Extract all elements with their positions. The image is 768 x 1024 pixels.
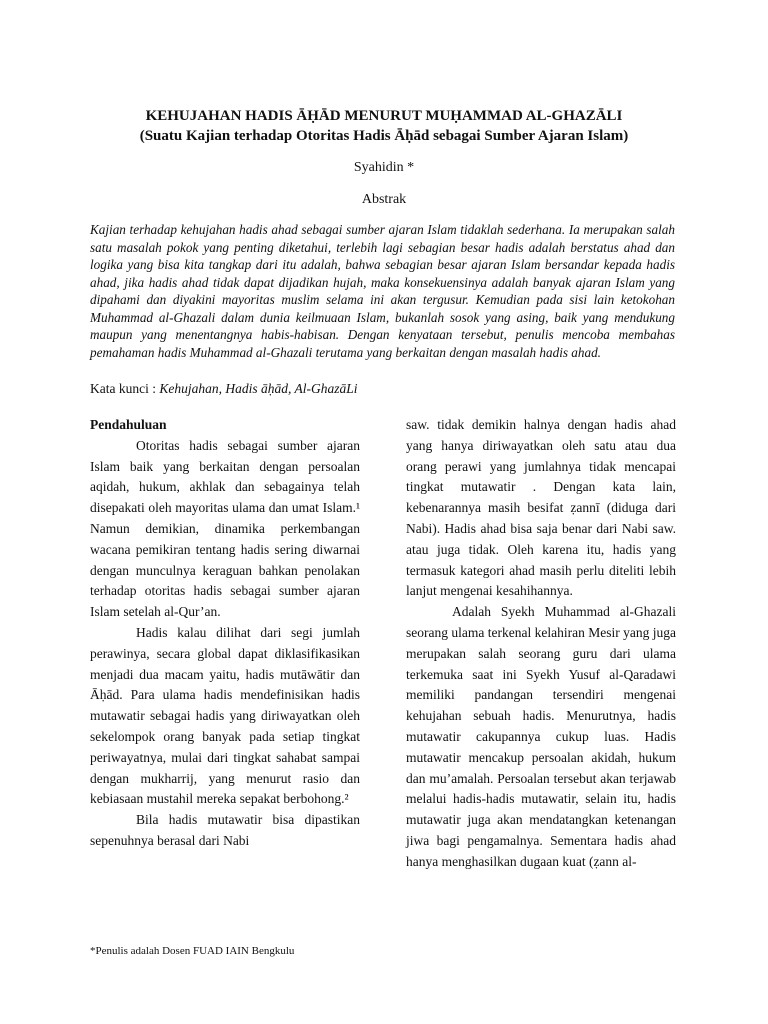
author-name: Syahidin * xyxy=(353,160,415,175)
keywords-label: Kata kunci : xyxy=(90,381,160,396)
abstract-heading: Abstrak xyxy=(361,192,407,207)
body-paragraph: Bila hadis mutawatir bisa dipastikan sepenuhnya berasal dari Nabi xyxy=(90,812,360,848)
title-line-2: (Suatu Kajian terhadap Otoritas Hadis Āḥād sebagai Sumber Ajaran Islam) xyxy=(139,128,629,144)
right-column xyxy=(406,415,676,873)
body-paragraph: Hadis kalau dilihat dari segi jumlah perawinya, secara global dapat diklasifikasikan menjadi dua macam yaitu, hadis mutāwātir dan Āḥād. Para ulama hadis mendefinisikan hadis mutawatir sebagai hadis yang diriwayatkan oleh sekelompok orang banyak pada setiap tingkat periwayatnya, mulai dari tingkat sahabat sampai dengan mukharrij, yang menurut rasio dan kebiasaan mustahil mereka sepakat berbohong.² xyxy=(90,624,360,807)
body-paragraph: Adalah Syekh Muhammad al-Ghazali seorang ulama terkenal kelahiran Mesir yang juga merupakan salah seorang guru dari ulama terkemuka saat ini Syekh Yusuf al-Qaradawi memiliki pandangan tersendiri mengenai kehujahan sebuah hadis. Menurutnya, hadis mutawatir cakupannya cukup luas. Hadis mutawatir mencakup persoalan akidah, hukum dan mu’amalah. Persoalan tersebut akan terjawab melalui hadis-hadis mutawatir, selain itu, hadis mutawatir juga akan mendatangkan ketenangan jiwa bagi pengamalnya. Sementara hadis ahad hanya menghasilkan dugaan kuat (ẓann al- xyxy=(406,604,676,869)
section-heading: Pendahuluan xyxy=(90,417,167,432)
title-line-1: KEHUJAHAN HADIS ĀḤĀD MENURUT MUḤAMMAD AL-GHAZĀLI xyxy=(145,108,623,124)
paper-title xyxy=(0,106,768,146)
left-column xyxy=(90,415,360,852)
footnote: *Penulis adalah Dosen FUAD IAIN Bengkulu xyxy=(90,945,295,957)
body-paragraph: Otoritas hadis sebagai sumber ajaran Islam baik yang berkaitan dengan persoalan aqidah, hukum, akhlak dan sebagainya telah disepakati oleh mayoritas ulama dan umat Islam.¹ Namun demikian, dinamika perkembangan wacana pemikiran tentang hadis sering diwarnai dengan munculnya keraguan bahkan penolakan terhadap otoritas hadis sebagai sumber ajaran Islam setelah al-Qur’an. xyxy=(90,437,360,620)
abstract-text: Kajian terhadap kehujahan hadis ahad sebagai sumber ajaran Islam tidaklah sederhana. Ia merupakan salah satu masalah pokok yang penting diketahui, terlebih lagi sebagian besar hadis adalah berstatus ahad dan logika yang bisa kita tangkap dari itu adalah, bahwa sebagian besar ajaran Islam bersandar kepada hadis ahad, jika hadis ahad tidak dapat dijadikan hujah, maka konsekuensinya adalah banyak ajaran Islam yang dipahami dan diyakini mayoritas muslim selama ini akan tergusur. Kemudian pada sisi lain ketokohan Muhammad al-Ghazali dalam dunia keilmuaan Islam, bukanlah sosok yang asing, baik yang mendukung maupun yang menentangnya habis-habisan. Dengan kenyataan tersebut, penulis mencoba membahas pemahaman hadis Muhammad al-Ghazali terutama yang berkaitan dengan masalah hadis ahad. xyxy=(90,222,675,360)
keywords xyxy=(90,381,358,397)
body-paragraph: saw. tidak demikin halnya dengan hadis ahad yang hanya diriwayatkan oleh satu atau dua orang perawi yang jumlahnya tidak mencapai tingkat mutawatir . Dengan kata lain, kebenarannya masih besifat ẓannī (diduga dari Nabi). Hadis ahad bisa saja benar dari Nabi saw. atau juga tidak. Oleh karena itu, hadis yang termasuk kategori ahad masih perlu diteliti lebih lanjut mengenai kesahihannya. xyxy=(406,417,676,599)
keywords-value: Kehujahan, Hadis āḥād, Al-GhazāLi xyxy=(159,381,358,396)
